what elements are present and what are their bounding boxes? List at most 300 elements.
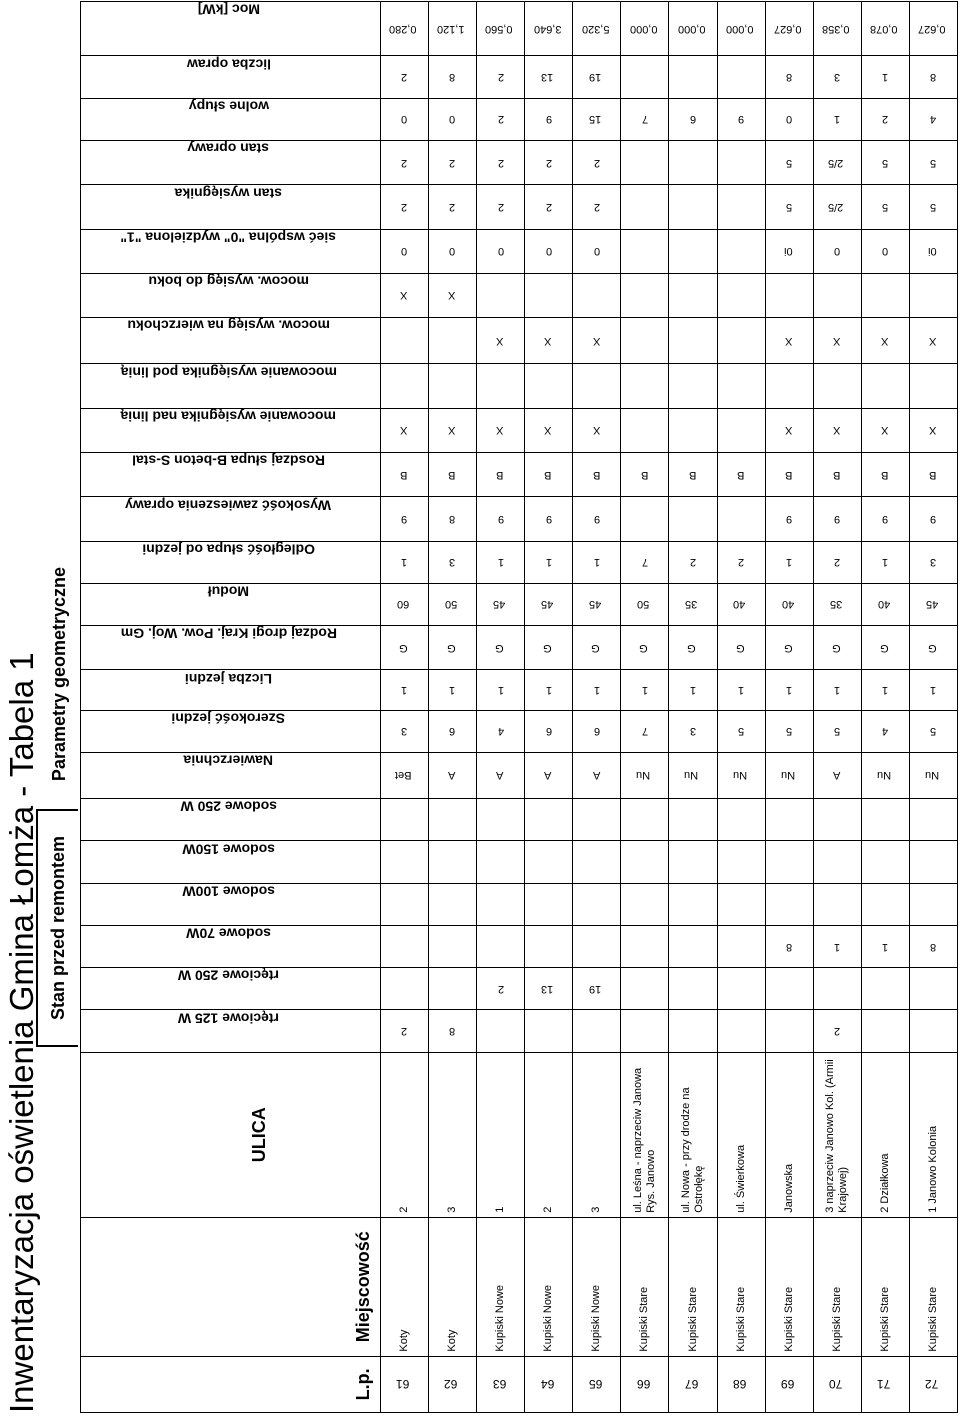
cell-wolne: [813, 98, 861, 140]
cell-s250: [909, 799, 957, 841]
group-header-stan: Stan przed remontem: [36, 809, 78, 1047]
header-siec: sieć wspólna "0" wydzielona "1": [81, 229, 381, 273]
cell-szer: [765, 710, 813, 752]
cell-s250: [813, 799, 861, 841]
cell-s70: [477, 925, 525, 967]
cell-rd: [381, 626, 429, 670]
cell-text-ulica: 3: [590, 1206, 603, 1213]
cell-text-miejscowosc: Kupiski Stare: [926, 1286, 939, 1352]
cell-text-szer: 6: [593, 725, 600, 738]
cell-miejscowosc: [477, 1217, 525, 1356]
cell-nad: [717, 408, 765, 452]
cell-text-lo: 3: [834, 71, 841, 84]
cell-text-slup: B: [640, 468, 648, 481]
cell-text-sto: 5: [786, 156, 793, 169]
cell-r125: [525, 1010, 573, 1052]
cell-siec: [429, 229, 477, 273]
cell-odl: [525, 541, 573, 583]
cell-s150: [573, 841, 621, 883]
cell-moc: [525, 2, 573, 56]
cell-text-odl: 1: [401, 556, 408, 569]
cell-text-r125: 8: [449, 1025, 456, 1038]
cell-mod: [381, 583, 429, 625]
cell-text-wys: 8: [449, 512, 456, 525]
cell-r125: [861, 1010, 909, 1052]
cell-text-wierzch: X: [784, 334, 793, 347]
header-sodowe-70: sodowe 70W: [81, 925, 381, 967]
cell-text-lj: 1: [834, 683, 841, 696]
cell-rd: [717, 626, 765, 670]
cell-rd: [765, 626, 813, 670]
cell-r250: [861, 968, 909, 1010]
cell-bok: [477, 273, 525, 317]
cell-text-odl: 1: [545, 556, 552, 569]
cell-text-wolne: 0: [786, 113, 793, 126]
cell-lo: [477, 56, 525, 98]
cell-mod: [909, 583, 957, 625]
cell-text-wolne: 2: [882, 113, 889, 126]
cell-text-wierzch: X: [544, 334, 552, 347]
cell-s250: [621, 799, 669, 841]
cell-text-miejscowosc: Kupiski Stare: [686, 1286, 699, 1352]
cell-r125: [429, 1010, 477, 1052]
cell-mod: [621, 583, 669, 625]
cell-s70: [381, 925, 429, 967]
header-mocowanie-nad: mocowanie wysięgnika nad linią: [81, 408, 381, 452]
cell-text-lo: 19: [589, 71, 602, 84]
cell-text-lp: 67: [684, 1377, 699, 1392]
cell-miejscowosc: [573, 1217, 621, 1356]
cell-s70: [717, 925, 765, 967]
cell-szer: [861, 710, 909, 752]
table-body: [381, 2, 958, 1413]
cell-naw: [573, 752, 621, 798]
cell-slup: [717, 452, 765, 496]
cell-moc: [381, 2, 429, 56]
cell-siec: [717, 229, 765, 273]
cell-mod: [861, 583, 909, 625]
cell-pod: [861, 364, 909, 408]
cell-text-siec: 0: [882, 245, 889, 258]
cell-text-odl: 7: [641, 556, 648, 569]
cell-lp: [621, 1356, 669, 1412]
cell-text-stw: 2: [401, 200, 408, 213]
cell-slup: [909, 452, 957, 496]
cell-text-odl: 1: [882, 556, 889, 569]
cell-text-stw: 2: [449, 200, 456, 213]
cell-text-stw: 2: [593, 200, 600, 213]
cell-naw: [765, 752, 813, 798]
cell-wierzch: [669, 318, 717, 364]
cell-text-slup: B: [688, 468, 696, 481]
cell-text-rd: G: [687, 641, 696, 654]
cell-r250: [525, 968, 573, 1010]
cell-text-lo: 13: [541, 71, 554, 84]
cell-text-wolne: 9: [737, 113, 745, 126]
cell-mod: [429, 583, 477, 625]
cell-text-rd: G: [879, 641, 889, 654]
cell-text-lp: 69: [780, 1377, 795, 1392]
cell-lo: [429, 56, 477, 98]
cell-text-siec: 0i: [783, 245, 793, 258]
cell-wolne: [861, 98, 909, 140]
cell-odl: [861, 541, 909, 583]
cell-nad: [813, 408, 861, 452]
cell-mod: [669, 583, 717, 625]
cell-sto: [477, 140, 525, 184]
header-sodowe-100: sodowe 100W: [81, 883, 381, 925]
cell-text-lp: 70: [829, 1377, 843, 1392]
cell-text-naw: Nu: [924, 769, 939, 782]
cell-text-ulica: 2: [398, 1206, 411, 1213]
cell-lj: [765, 670, 813, 710]
cell-text-s70: 1: [834, 940, 841, 953]
cell-rd: [813, 626, 861, 670]
cell-s150: [669, 841, 717, 883]
cell-szer: [525, 710, 573, 752]
header-modul: Moduł: [81, 583, 381, 625]
header-wysokosc: Wysokość zawieszenia oprawy: [81, 497, 381, 541]
cell-text-siec: 0: [593, 245, 600, 258]
header-miejscowosc: Miejscowość: [81, 1217, 381, 1356]
cell-rd: [525, 626, 573, 670]
cell-wolne: [573, 98, 621, 140]
table-row: [717, 2, 765, 1413]
cell-text-wys: 9: [834, 512, 841, 525]
table-row: [573, 2, 621, 1413]
cell-lo: [621, 56, 669, 98]
cell-text-odl: 3: [930, 556, 937, 569]
cell-s250: [717, 799, 765, 841]
cell-text-miejscowosc: Kupiski Nowe: [542, 1285, 555, 1352]
cell-text-moc: 0,627: [918, 22, 946, 35]
cell-s100: [477, 883, 525, 925]
cell-naw: [381, 752, 429, 798]
cell-ulica: [909, 1052, 957, 1217]
cell-text-wys: 9: [593, 512, 600, 525]
cell-text-szer: 5: [737, 725, 745, 738]
cell-r250: [429, 968, 477, 1010]
cell-text-rd: G: [639, 641, 648, 654]
cell-slup: [525, 452, 573, 496]
cell-wierzch: [813, 318, 861, 364]
cell-lj: [381, 670, 429, 710]
cell-s100: [909, 883, 957, 925]
cell-lj: [669, 670, 717, 710]
cell-text-mod: 45: [493, 598, 506, 611]
cell-text-odl: 2: [737, 556, 745, 569]
cell-pod: [525, 364, 573, 408]
cell-text-naw: A: [448, 769, 456, 782]
cell-text-bok: X: [400, 289, 408, 302]
cell-rd: [477, 626, 525, 670]
cell-text-miejscowosc: Kupiski Stare: [782, 1286, 795, 1352]
cell-text-s70: 8: [930, 940, 937, 953]
cell-text-stw: 5: [786, 200, 793, 213]
cell-stw: [621, 185, 669, 229]
cell-lp: [429, 1356, 477, 1412]
cell-sto: [621, 140, 669, 184]
cell-bok: [765, 273, 813, 317]
cell-text-lp: 63: [492, 1377, 506, 1392]
cell-text-wolne: 2: [497, 113, 504, 126]
cell-bok: [621, 273, 669, 317]
cell-naw: [861, 752, 909, 798]
cell-text-lp: 68: [732, 1377, 747, 1392]
cell-sto: [813, 140, 861, 184]
cell-stw: [909, 185, 957, 229]
cell-text-wierzch: X: [496, 334, 504, 347]
cell-text-wolne: 0: [449, 113, 456, 126]
cell-wolne: [621, 98, 669, 140]
cell-wierzch: [909, 318, 957, 364]
cell-text-lp: 66: [636, 1377, 651, 1392]
cell-text-sto: 2: [545, 156, 552, 169]
cell-s100: [573, 883, 621, 925]
cell-siec: [861, 229, 909, 273]
header-odleglosc: Odległość słupa od jezdni: [81, 541, 381, 583]
cell-szer: [669, 710, 717, 752]
cell-text-lj: 1: [497, 683, 504, 696]
cell-text-wys: 9: [930, 512, 937, 525]
cell-text-lj: 1: [930, 683, 937, 696]
cell-sto: [909, 140, 957, 184]
cell-text-wolne: 4: [930, 113, 937, 126]
cell-sto: [717, 140, 765, 184]
cell-wolne: [717, 98, 765, 140]
cell-text-siec: 0i: [927, 245, 937, 258]
cell-text-ulica: 1 Janowo Kolonia: [926, 1125, 939, 1213]
inventory-table: [80, 1, 958, 1413]
cell-text-wierzch: X: [592, 334, 600, 347]
cell-stw: [669, 185, 717, 229]
cell-text-naw: Nu: [876, 769, 891, 782]
cell-odl: [909, 541, 957, 583]
cell-ulica: [813, 1052, 861, 1217]
cell-siec: [381, 229, 429, 273]
cell-lo: [813, 56, 861, 98]
cell-mod: [813, 583, 861, 625]
cell-r125: [813, 1010, 861, 1052]
cell-szer: [429, 710, 477, 752]
cell-text-miejscowosc: Koty: [446, 1329, 459, 1352]
group-header-param: Parametry geometryczne: [49, 566, 69, 782]
cell-text-moc: 0,078: [870, 22, 898, 35]
cell-ulica: [717, 1052, 765, 1217]
cell-wys: [381, 497, 429, 541]
cell-text-szer: 3: [401, 725, 408, 738]
cell-text-r250: 2: [497, 982, 504, 995]
cell-siec: [909, 229, 957, 273]
cell-text-slup: B: [400, 468, 408, 481]
table-row: [381, 2, 429, 1413]
cell-s70: [909, 925, 957, 967]
cell-wierzch: [861, 318, 909, 364]
cell-text-lj: 1: [545, 683, 552, 696]
cell-nad: [621, 408, 669, 452]
cell-odl: [477, 541, 525, 583]
cell-wys: [861, 497, 909, 541]
cell-text-siec: 0: [545, 245, 552, 258]
cell-text-odl: 1: [786, 556, 793, 569]
cell-lp: [765, 1356, 813, 1412]
cell-text-miejscowosc: Kupiski Nowe: [590, 1285, 603, 1352]
cell-r125: [717, 1010, 765, 1052]
cell-text-lo: 1: [882, 71, 889, 84]
cell-text-wolne: 9: [545, 113, 552, 126]
cell-text-szer: 7: [641, 725, 648, 738]
cell-slup: [381, 452, 429, 496]
cell-mod: [717, 583, 765, 625]
cell-moc: [765, 2, 813, 56]
cell-text-szer: 5: [786, 725, 793, 738]
cell-ulica: [525, 1052, 573, 1217]
cell-r125: [621, 1010, 669, 1052]
header-wolne-slupy: wolne słupy: [81, 98, 381, 140]
cell-wys: [669, 497, 717, 541]
cell-text-ulica: ul. Świerkowa: [734, 1144, 747, 1213]
cell-stw: [717, 185, 765, 229]
cell-text-ulica: 3: [446, 1206, 459, 1213]
cell-lj: [909, 670, 957, 710]
cell-odl: [765, 541, 813, 583]
cell-text-s70: 8: [786, 940, 793, 953]
cell-text-nad: X: [544, 424, 552, 437]
cell-wys: [765, 497, 813, 541]
cell-text-slup: B: [592, 468, 600, 481]
cell-text-mod: 40: [877, 598, 890, 611]
cell-r250: [813, 968, 861, 1010]
cell-wierzch: [621, 318, 669, 364]
cell-lj: [621, 670, 669, 710]
cell-miejscowosc: [525, 1217, 573, 1356]
cell-text-rd: G: [543, 641, 552, 654]
cell-text-naw: A: [832, 769, 841, 782]
cell-text-slup: B: [880, 468, 889, 481]
cell-wys: [717, 497, 765, 541]
cell-text-nad: X: [832, 424, 841, 437]
cell-text-rd: G: [591, 641, 600, 654]
cell-moc: [573, 2, 621, 56]
cell-text-szer: 6: [545, 725, 552, 738]
cell-s70: [573, 925, 621, 967]
cell-text-stw: 2/5: [828, 200, 844, 213]
cell-wys: [621, 497, 669, 541]
cell-text-moc: 0,000: [725, 22, 754, 35]
cell-wolne: [765, 98, 813, 140]
cell-lo: [909, 56, 957, 98]
cell-text-nad: X: [784, 424, 793, 437]
cell-r250: [573, 968, 621, 1010]
cell-nad: [909, 408, 957, 452]
cell-text-lo: 8: [786, 71, 793, 84]
cell-text-stw: 5: [882, 200, 889, 213]
cell-text-r250: 19: [589, 982, 602, 995]
cell-moc: [477, 2, 525, 56]
cell-miejscowosc: [381, 1217, 429, 1356]
cell-text-wys: 9: [401, 512, 408, 525]
cell-text-miejscowosc: Kupiski Stare: [830, 1286, 843, 1352]
cell-text-mod: 35: [685, 598, 698, 611]
cell-text-mod: 35: [829, 598, 842, 611]
cell-text-wys: 9: [882, 512, 889, 525]
cell-text-slup: B: [448, 468, 456, 481]
cell-text-mod: 40: [781, 598, 794, 611]
cell-naw: [669, 752, 717, 798]
cell-sto: [669, 140, 717, 184]
cell-text-nad: X: [592, 424, 600, 437]
cell-s70: [669, 925, 717, 967]
cell-odl: [573, 541, 621, 583]
cell-text-lj: 1: [882, 683, 889, 696]
header-liczba-opraw: liczba opraw: [81, 56, 381, 98]
cell-bok: [813, 273, 861, 317]
cell-s150: [381, 841, 429, 883]
cell-sto: [429, 140, 477, 184]
cell-s150: [429, 841, 477, 883]
cell-moc: [429, 2, 477, 56]
cell-text-nad: X: [496, 424, 504, 437]
cell-moc: [717, 2, 765, 56]
cell-text-naw: A: [592, 769, 600, 782]
cell-wierzch: [573, 318, 621, 364]
cell-slup: [669, 452, 717, 496]
cell-text-wierzch: X: [880, 334, 889, 347]
cell-lj: [861, 670, 909, 710]
cell-wierzch: [429, 318, 477, 364]
cell-text-rd: G: [447, 641, 456, 654]
cell-s150: [717, 841, 765, 883]
cell-text-miejscowosc: Kupiski Stare: [734, 1286, 747, 1352]
cell-odl: [429, 541, 477, 583]
cell-text-nad: X: [880, 424, 889, 437]
cell-text-sto: 2/5: [828, 156, 844, 169]
cell-s250: [525, 799, 573, 841]
document-title: Inwentaryzacja oświetlenia Gmina Łomża - Tabela 1: [3, 652, 40, 1413]
cell-pod: [477, 364, 525, 408]
cell-rd: [669, 626, 717, 670]
cell-naw: [525, 752, 573, 798]
cell-szer: [813, 710, 861, 752]
cell-text-szer: 6: [449, 725, 456, 738]
cell-text-rd: G: [783, 641, 793, 654]
cell-text-mod: 45: [541, 598, 554, 611]
cell-text-slup: B: [736, 468, 745, 481]
cell-miejscowosc: [429, 1217, 477, 1356]
cell-text-lo: 8: [930, 71, 937, 84]
cell-text-nad: X: [448, 424, 456, 437]
cell-text-lj: 1: [449, 683, 456, 696]
cell-text-lj: 1: [737, 683, 745, 696]
cell-text-sto: 2: [401, 156, 408, 169]
cell-stw: [573, 185, 621, 229]
cell-lp: [909, 1356, 957, 1412]
cell-text-szer: 5: [834, 725, 841, 738]
cell-text-lo: 2: [497, 71, 504, 84]
cell-text-moc: 0,627: [773, 22, 802, 35]
cell-text-r125: 2: [834, 1025, 841, 1038]
cell-slup: [621, 452, 669, 496]
cell-text-mod: 50: [444, 598, 458, 611]
table-row: [429, 2, 477, 1413]
cell-text-miejscowosc: Kupiski Stare: [638, 1286, 651, 1352]
cell-s70: [525, 925, 573, 967]
cell-odl: [381, 541, 429, 583]
header-ulica: ULICA: [81, 1052, 381, 1217]
cell-nad: [429, 408, 477, 452]
cell-wierzch: [765, 318, 813, 364]
cell-text-lp: 64: [540, 1377, 554, 1392]
